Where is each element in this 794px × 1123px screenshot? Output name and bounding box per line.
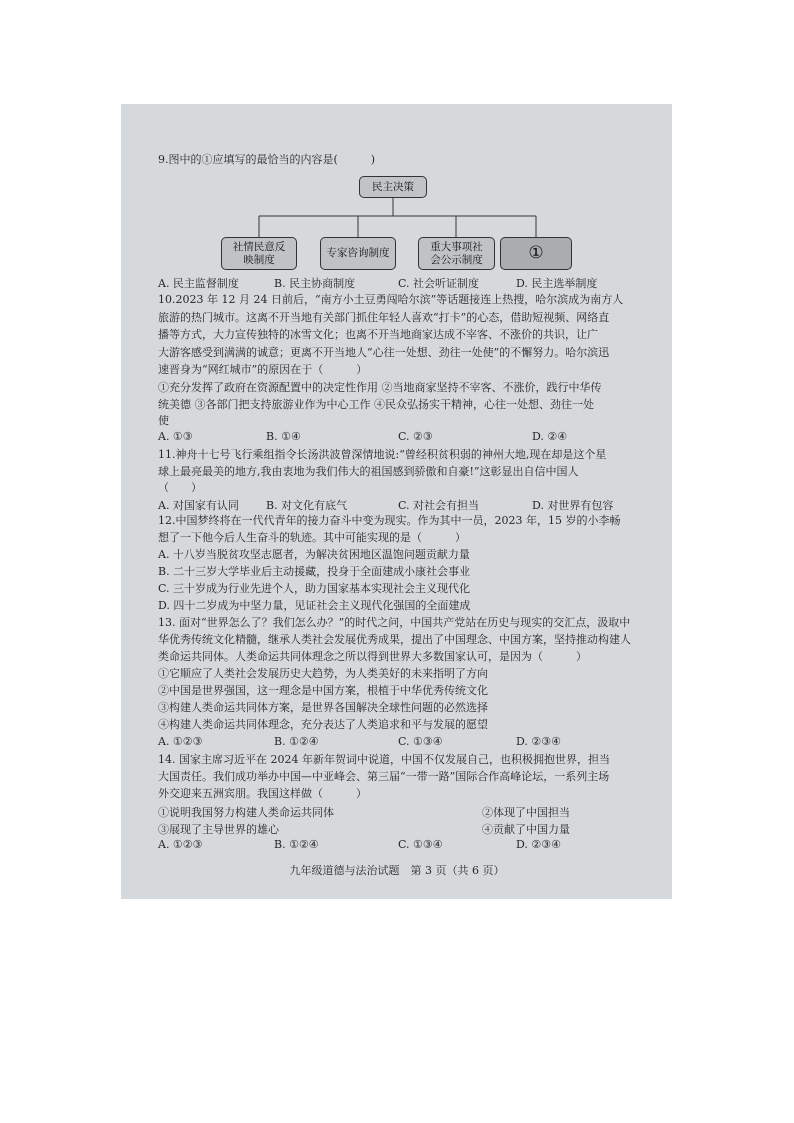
diagram-leaf-4-blank: ①	[500, 237, 572, 270]
q9-option-b: B. 民主协商制度	[274, 277, 356, 290]
q13-option-c: C. ①③④	[398, 735, 443, 748]
q14-line-3: 外交迎来五洲宾朋。我国这样做（ ）	[158, 787, 367, 800]
q10-option-a: A. ①③	[158, 430, 193, 443]
q14-option-a: A. ①②③	[158, 838, 203, 851]
q10-line-3: 播等方式，大力宣传独特的冰雪文化；也离不开当地商家达成不宰客、不涨价的共识，让广	[158, 328, 598, 341]
q14-choice-1: ①说明我国努力构建人类命运共同体	[158, 806, 334, 819]
diagram-leaf-2: 专家咨询制度	[320, 237, 396, 270]
q10-line-2: 旅游的热门城市。这离不开当地有关部门抓住年轻人喜欢“打卡”的心态，借助短视频、网络直	[158, 311, 610, 324]
diagram-root-node: 民主决策	[359, 176, 427, 198]
q13-line-2: 华优秀传统文化精髓，继承人类社会发展优秀成果，提出了中国理念、中国方案，坚持推动构建人	[158, 633, 631, 646]
q13-option-d: D. ②③④	[516, 735, 562, 748]
q14-choice-3: ③展现了主导世界的雄心	[158, 823, 279, 836]
q12-line-1: 12.中国梦终将在一代代青年的接力奋斗中变为现实。作为其中一员，2023 年，15 岁的小李畅	[158, 514, 621, 527]
q11-option-b: B. 对文化有底气	[266, 499, 348, 512]
q13-line-1: 13. 面对“世界怎么了？我们怎么办？”的时代之问，中国共产党站在历史与现实的交汇点，汲取中	[158, 616, 631, 629]
q14-choice-2: ②体现了中国担当	[482, 806, 570, 819]
q11-line-1: 11.神舟十七号飞行乘组指令长汤洪波曾深情地说:“曾经积贫积弱的神州大地,现在却是这个星	[158, 448, 607, 461]
q9-stem: 9.图中的①应填写的最恰当的内容是( )	[158, 153, 376, 166]
q10-line-6: ①充分发挥了政府在资源配置中的决定性作用 ②当地商家坚持不宰客、不涨价，践行中华传	[158, 381, 602, 394]
q14-option-c: C. ①③④	[398, 838, 443, 851]
q14-choice-4: ④贡献了中国力量	[482, 823, 570, 836]
q10-line-1: 10.2023 年 12 月 24 日前后，“南方小土豆勇闯哈尔滨”等话题接连上热搜，哈尔滨成为南方人	[158, 293, 624, 306]
diagram-leaf-1: 社情民意反映制度	[221, 237, 297, 270]
q14-line-1: 14. 国家主席习近平在 2024 年新年贺词中说道，中国不仅发展自己，也积极拥抱世界，担当	[158, 753, 610, 766]
q13-option-b: B. ①②④	[274, 735, 319, 748]
q9-option-c: C. 社会听证制度	[398, 277, 480, 290]
q10-line-4: 大游客感受到满满的诚意；更离不开当地人“心往一处想、劲往一处使”的不懈努力。哈尔滨迅	[158, 346, 610, 359]
q10-line-8: 使	[158, 414, 169, 427]
q9-option-d: D. 民主选举制度	[516, 277, 598, 290]
q10-option-c: C. ②③	[398, 430, 433, 443]
q14-option-d: D. ②③④	[516, 838, 562, 851]
q12-option-a: A. 十八岁当脱贫攻坚志愿者，为解决贫困地区温饱问题贡献力量	[158, 548, 470, 561]
diagram-leaf-3: 重大事项社会公示制度	[418, 237, 495, 270]
q13-option-a: A. ①②③	[158, 735, 203, 748]
q12-option-b: B. 二十三岁大学毕业后主动援藏，投身于全面建成小康社会事业	[158, 565, 471, 578]
q11-line-2: 球上最亮最美的地方,我由衷地为我们伟大的祖国感到骄傲和自豪!”这彰显出自信中国人	[158, 465, 579, 478]
q11-option-a: A. 对国家有认同	[158, 499, 239, 512]
q13-choice-2: ②中国是世界强国，这一理念是中国方案，根植于中华优秀传统文化	[158, 684, 488, 697]
q10-line-7: 统美德 ③各部门把支持旅游业作为中心工作 ④民众弘扬实干精神，心往一处想、劲往一处	[158, 398, 594, 411]
q9-option-a: A. 民主监督制度	[158, 277, 239, 290]
q12-option-c: C. 三十岁成为行业先进个人，助力国家基本实现社会主义现代化	[158, 582, 471, 595]
q11-option-c: C. 对社会有担当	[398, 499, 480, 512]
q13-line-3: 类命运共同体。人类命运共同体理念之所以得到世界大多数国家认可，是因为（ ）	[158, 650, 587, 663]
q12-line-2: 想了一下他今后人生奋斗的轨迹。其中可能实现的是（ ）	[158, 531, 466, 544]
q13-choice-1: ①它顺应了人类社会发展历史大趋势，为人类美好的未来指明了方向	[158, 667, 488, 680]
q9-diagram-connectors	[0, 0, 794, 300]
q10-line-5: 速晋身为“网红城市”的原因在于（ ）	[158, 363, 368, 376]
q10-option-d: D. ②④	[532, 430, 568, 443]
q13-choice-4: ④构建人类命运共同体理念，充分表达了人类追求和平与发展的愿望	[158, 718, 488, 731]
q11-line-3: （ ）	[158, 481, 202, 494]
q14-line-2: 大国责任。我们成功举办中国—中亚峰会、第三届“一带一路”国际合作高峰论坛，一系列主场	[158, 770, 610, 783]
q13-choice-3: ③构建人类命运共同体方案，是世界各国解决全球性问题的必然选择	[158, 701, 488, 714]
q12-option-d: D. 四十二岁成为中坚力量，见证社会主义现代化强国的全面建成	[158, 599, 471, 612]
q14-option-b: B. ①②④	[274, 838, 319, 851]
q11-option-d: D. 对世界有包容	[532, 499, 614, 512]
page-footer: 九年级道德与法治试题 第 3 页（共 6 页）	[289, 864, 505, 877]
q10-option-b: B. ①④	[266, 430, 301, 443]
